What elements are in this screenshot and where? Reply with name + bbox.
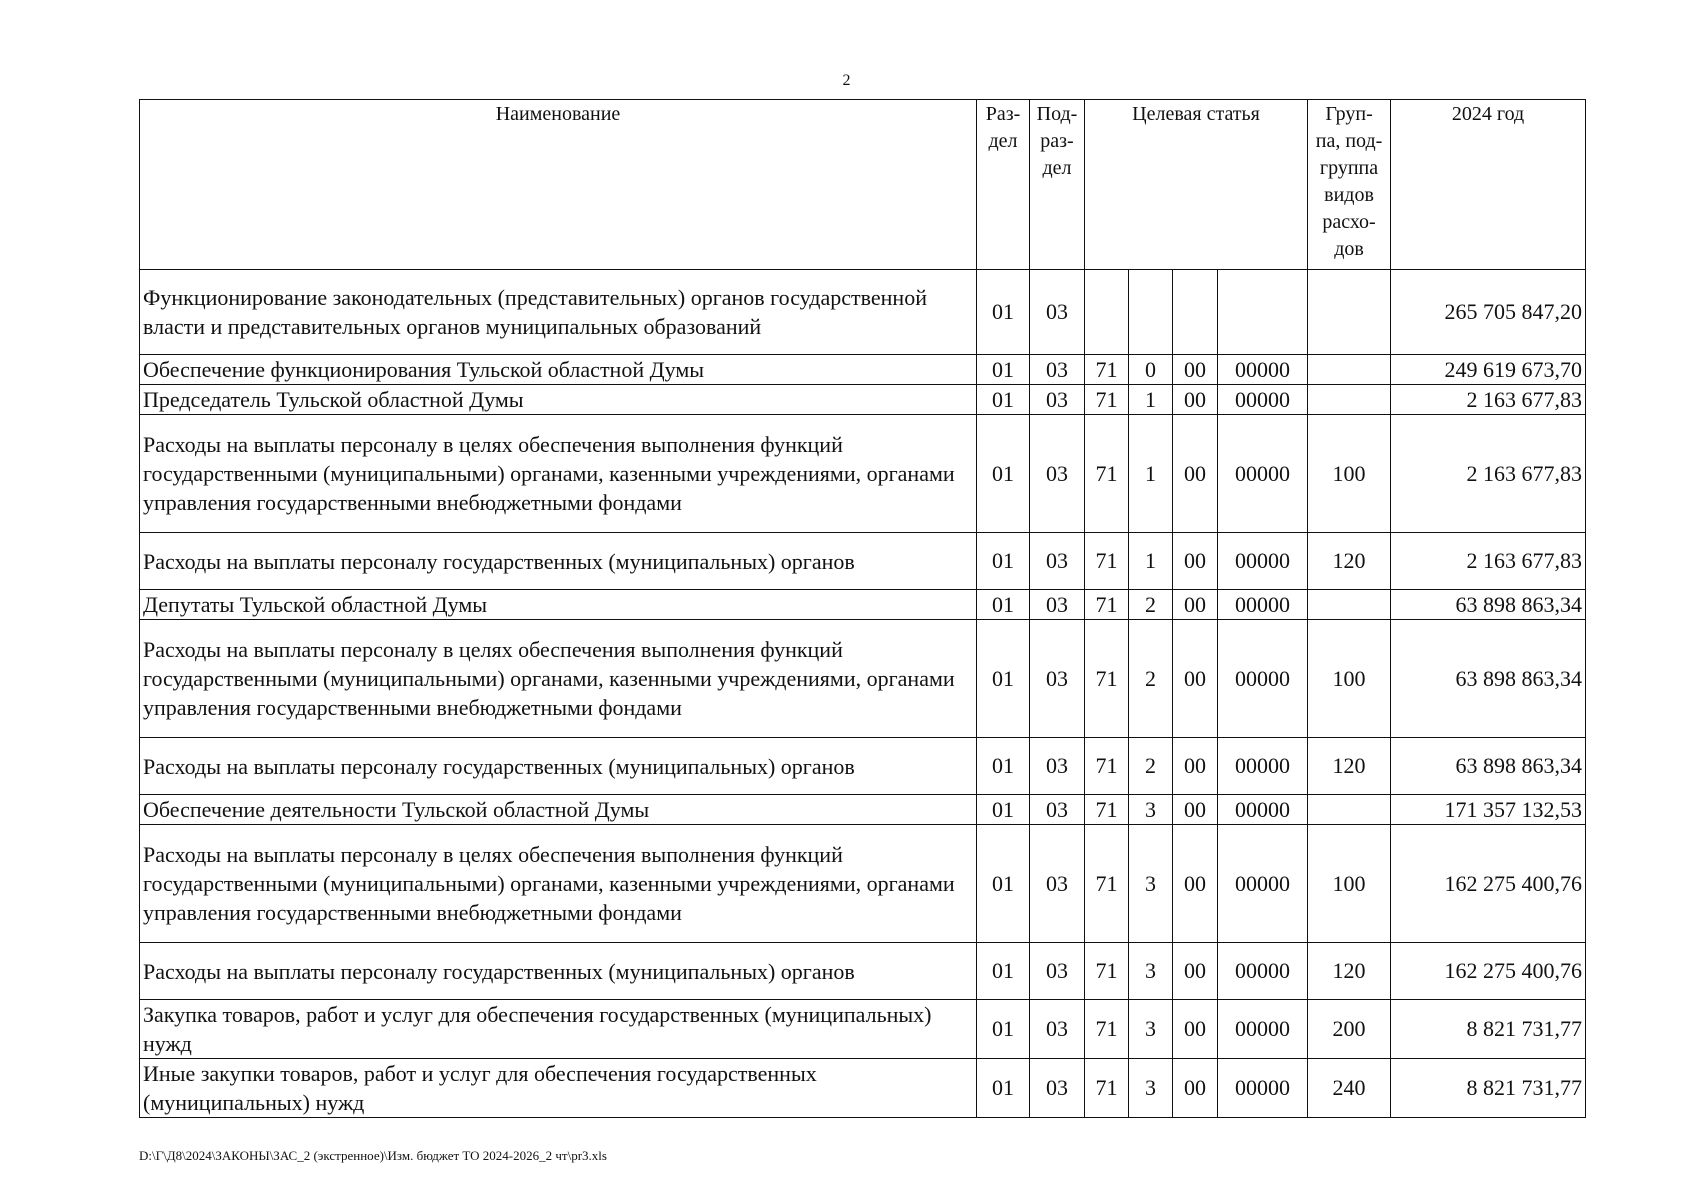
row-name: Закупка товаров, работ и услуг для обеспечения государственных (муниципальных) нужд [140,1000,977,1059]
row-target-main-event [1173,270,1218,355]
row-subsection: 03 [1030,1059,1085,1118]
row-section: 01 [977,795,1030,825]
row-target-main-event: 00 [1173,795,1218,825]
table-row [140,1059,1586,1118]
row-target-main-event: 00 [1173,738,1218,795]
row-amount: 249 619 673,70 [1391,355,1586,385]
row-amount: 63 898 863,34 [1391,738,1586,795]
row-target-program: 71 [1085,620,1129,738]
row-target-main-event: 00 [1173,620,1218,738]
row-target-subprogram: 2 [1129,738,1173,795]
row-target-program: 71 [1085,943,1129,1000]
row-subsection: 03 [1030,590,1085,620]
row-section: 01 [977,738,1030,795]
row-subsection: 03 [1030,355,1085,385]
row-subsection: 03 [1030,270,1085,355]
row-target-subprogram: 3 [1129,795,1173,825]
table-row [140,825,1586,943]
row-target-program: 71 [1085,738,1129,795]
row-target-subprogram: 1 [1129,415,1173,533]
row-target-subprogram: 2 [1129,620,1173,738]
row-section: 01 [977,385,1030,415]
row-target-subprogram: 1 [1129,533,1173,590]
row-target-main-event: 00 [1173,533,1218,590]
row-subsection: 03 [1030,943,1085,1000]
budget-table [139,99,1586,1118]
row-expense-group [1308,270,1391,355]
row-subsection: 03 [1030,385,1085,415]
row-amount: 63 898 863,34 [1391,620,1586,738]
row-amount: 2 163 677,83 [1391,385,1586,415]
row-target-program: 71 [1085,355,1129,385]
row-target-program: 71 [1085,795,1129,825]
row-target-subprogram [1129,270,1173,355]
row-target-main-event: 00 [1173,355,1218,385]
row-name: Расходы на выплаты персоналу в целях обеспечения выполнения функций государственными (муниципальными) органами, казенными учреждениями, органами управления государственными внебюджетными фондами [140,620,977,738]
row-subsection: 03 [1030,620,1085,738]
row-target-program: 71 [1085,385,1129,415]
table-row [140,795,1586,825]
row-section: 01 [977,825,1030,943]
header-section-text: Раз- дел [985,103,1021,152]
row-target-main-event: 00 [1173,1059,1218,1118]
row-target-direction: 00000 [1218,738,1308,795]
row-expense-group: 200 [1308,1000,1391,1059]
row-expense-group: 100 [1308,825,1391,943]
row-expense-group: 120 [1308,533,1391,590]
row-target-direction: 00000 [1218,590,1308,620]
row-target-subprogram: 3 [1129,1059,1173,1118]
table-row [140,355,1586,385]
row-target-direction: 00000 [1218,943,1308,1000]
table-row [140,590,1586,620]
row-subsection: 03 [1030,533,1085,590]
row-expense-group: 100 [1308,620,1391,738]
row-target-main-event: 00 [1173,1000,1218,1059]
table-row [140,270,1586,355]
row-target-main-event: 00 [1173,825,1218,943]
row-target-main-event: 00 [1173,415,1218,533]
row-section: 01 [977,590,1030,620]
row-subsection: 03 [1030,415,1085,533]
row-amount: 8 821 731,77 [1391,1000,1586,1059]
header-section [977,100,1030,270]
row-expense-group: 240 [1308,1059,1391,1118]
row-name: Расходы на выплаты персоналу в целях обеспечения выполнения функций государственными (муниципальными) органами, казенными учреждениями, органами управления государственными внебюджетными фондами [140,825,977,943]
row-expense-group: 100 [1308,415,1391,533]
table-row [140,1000,1586,1059]
file-path-footer: D:\Г\Д8\2024\ЗАКОНЫ\ЗАС_2 (экстренное)\Изм. бюджет ТО 2024-2026_2 чт\pr3.xls [139,1148,607,1163]
row-amount: 2 163 677,83 [1391,533,1586,590]
header-target-article: Целевая статья [1085,100,1308,270]
row-section: 01 [977,1059,1030,1118]
row-subsection: 03 [1030,738,1085,795]
row-section: 01 [977,943,1030,1000]
table-row [140,738,1586,795]
row-section: 01 [977,415,1030,533]
table-body [140,270,1586,1118]
row-target-direction: 00000 [1218,1059,1308,1118]
row-target-direction: 00000 [1218,533,1308,590]
header-name: Наименование [140,100,977,270]
table-row [140,620,1586,738]
row-expense-group: 120 [1308,943,1391,1000]
row-target-main-event: 00 [1173,590,1218,620]
row-name: Расходы на выплаты персоналу государственных (муниципальных) органов [140,533,977,590]
row-target-direction: 00000 [1218,355,1308,385]
row-expense-group: 120 [1308,738,1391,795]
header-subsection [1030,100,1085,270]
row-subsection: 03 [1030,795,1085,825]
row-expense-group [1308,355,1391,385]
header-group-text: Груп- па, под- группа видов расхо- дов [1315,103,1383,260]
row-name: Расходы на выплаты персоналу государственных (муниципальных) органов [140,943,977,1000]
row-name: Депутаты Тульской областной Думы [140,590,977,620]
row-section: 01 [977,270,1030,355]
header-group [1308,100,1391,270]
row-target-direction [1218,270,1308,355]
row-name: Расходы на выплаты персоналу в целях обеспечения выполнения функций государственными (муниципальными) органами, казенными учреждениями, органами управления государственными внебюджетными фондами [140,415,977,533]
row-name: Иные закупки товаров, работ и услуг для обеспечения государственных (муниципальных) нужд [140,1059,977,1118]
header-subsection-text: Под- раз- дел [1036,103,1078,179]
row-name: Обеспечение деятельности Тульской областной Думы [140,795,977,825]
row-target-direction: 00000 [1218,415,1308,533]
row-target-direction: 00000 [1218,1000,1308,1059]
row-target-direction: 00000 [1218,795,1308,825]
row-amount: 171 357 132,53 [1391,795,1586,825]
row-name: Председатель Тульской областной Думы [140,385,977,415]
row-target-direction: 00000 [1218,825,1308,943]
row-target-program: 71 [1085,590,1129,620]
row-amount: 63 898 863,34 [1391,590,1586,620]
row-target-program [1085,270,1129,355]
table-header-row [140,100,1586,270]
row-name: Расходы на выплаты персоналу государственных (муниципальных) органов [140,738,977,795]
row-subsection: 03 [1030,1000,1085,1059]
row-expense-group [1308,795,1391,825]
row-target-subprogram: 0 [1129,355,1173,385]
row-name: Обеспечение функционирования Тульской областной Думы [140,355,977,385]
row-amount: 8 821 731,77 [1391,1059,1586,1118]
row-expense-group [1308,590,1391,620]
table-row [140,385,1586,415]
row-name: Функционирование законодательных (представительных) органов государственной власти и представительных органов муниципальных образований [140,270,977,355]
row-amount: 162 275 400,76 [1391,825,1586,943]
row-target-direction: 00000 [1218,385,1308,415]
row-subsection: 03 [1030,825,1085,943]
row-amount: 2 163 677,83 [1391,415,1586,533]
row-section: 01 [977,620,1030,738]
page-number: 2 [842,72,851,89]
row-target-direction: 00000 [1218,620,1308,738]
table-row [140,943,1586,1000]
table-row [140,415,1586,533]
row-target-subprogram: 1 [1129,385,1173,415]
row-section: 01 [977,1000,1030,1059]
row-target-program: 71 [1085,415,1129,533]
row-target-subprogram: 3 [1129,943,1173,1000]
table-row [140,533,1586,590]
row-amount: 162 275 400,76 [1391,943,1586,1000]
row-expense-group [1308,385,1391,415]
row-amount: 265 705 847,20 [1391,270,1586,355]
row-target-subprogram: 2 [1129,590,1173,620]
row-target-program: 71 [1085,533,1129,590]
row-target-main-event: 00 [1173,943,1218,1000]
row-target-program: 71 [1085,1059,1129,1118]
row-section: 01 [977,533,1030,590]
row-section: 01 [977,355,1030,385]
header-year: 2024 год [1391,100,1586,270]
row-target-main-event: 00 [1173,385,1218,415]
row-target-subprogram: 3 [1129,1000,1173,1059]
row-target-program: 71 [1085,1000,1129,1059]
row-target-subprogram: 3 [1129,825,1173,943]
row-target-program: 71 [1085,825,1129,943]
